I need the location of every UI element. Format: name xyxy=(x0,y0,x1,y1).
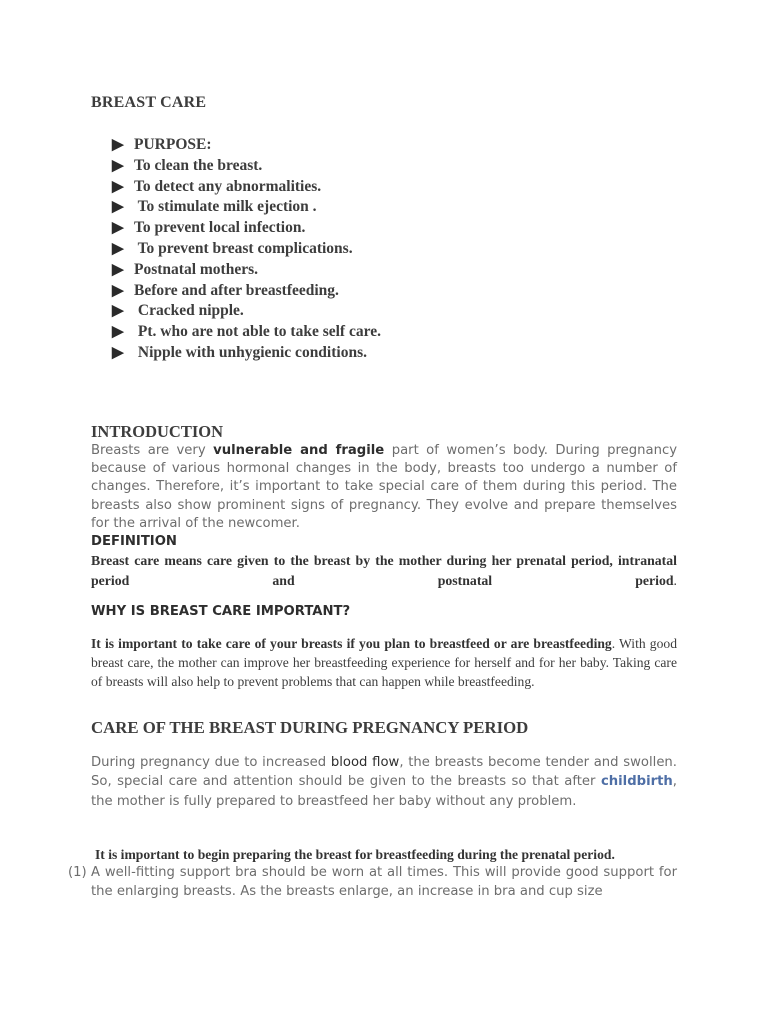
list-item: ▶ Pt. who are not able to take self care. xyxy=(112,322,381,343)
list-item: ▶ To clean the breast. xyxy=(112,156,381,177)
important-note: It is important to begin preparing the breast for breastfeeding during the prenatal period. xyxy=(95,847,615,862)
definition-paragraph: Breast care means care given to the breast by the mother during her prenatal period, intranatal period and postnatal period. xyxy=(91,553,677,588)
right-triangle-icon: ▶ xyxy=(112,282,124,299)
right-triangle-icon: ▶ xyxy=(112,220,124,237)
list-item: ▶ Before and after breastfeeding. xyxy=(112,281,381,302)
why-paragraph: It is important to take care of your breasts if you plan to breastfeed or are breastfeeding. With good breast care, the mother can improve her breastfeeding experience for herself and for her baby. Taking care of breasts will also help to prevent problems that can happen while breastfeeding. xyxy=(91,636,677,690)
right-triangle-icon: ▶ xyxy=(112,137,124,153)
definition-heading: DEFINITION xyxy=(91,534,177,549)
blood-flow-term: blood flow xyxy=(330,755,400,770)
list-item: ▶ To detect any abnormalities. xyxy=(112,177,381,198)
right-triangle-icon: ▶ xyxy=(112,261,124,278)
right-triangle-icon: ▶ xyxy=(112,324,124,341)
list-item: ▶ Postnatal mothers. xyxy=(112,260,381,281)
page-title: BREAST CARE xyxy=(91,94,207,111)
emphasis-text: vulnerable and fragile xyxy=(213,443,385,458)
item-text: A well-fitting support bra should be worn at all times. This will provide good support for the enlarging breasts. As the breasts enlarge, an increase in bra and cup size xyxy=(91,865,677,899)
childbirth-link[interactable]: childbirth xyxy=(600,774,673,790)
right-triangle-icon: ▶ xyxy=(112,303,124,320)
right-triangle-icon: ▶ xyxy=(112,178,124,195)
why-heading: WHY IS BREAST CARE IMPORTANT? xyxy=(91,604,351,619)
list-item: ▶ Cracked nipple. xyxy=(112,301,381,322)
list-item: ▶ PURPOSE: xyxy=(112,135,381,156)
right-triangle-icon: ▶ xyxy=(112,157,124,174)
pregnancy-care-paragraph: During pregnancy due to increased blood flow, the breasts become tender and swollen. So, special care and attention should be given to the breasts so that after childbirth, the mother is fully prepared to breastfeed her baby without any problem. xyxy=(91,755,677,809)
list-item: ▶ To prevent breast complications. xyxy=(112,239,381,260)
list-item: ▶ Nipple with unhygienic conditions. xyxy=(112,343,381,364)
item-number: (1) xyxy=(68,865,87,880)
list-item: ▶ To stimulate milk ejection . xyxy=(112,197,381,218)
right-triangle-icon: ▶ xyxy=(112,199,124,216)
purpose-list xyxy=(112,135,381,364)
right-triangle-icon: ▶ xyxy=(112,240,124,257)
introduction-heading: INTRODUCTION xyxy=(91,422,224,441)
list-item: ▶ To prevent local infection. xyxy=(112,218,381,239)
introduction-paragraph: Breasts are very vulnerable and fragile part of women’s body. During pregnancy because of various hormonal changes in the body, breasts too undergo a number of changes. Therefore, it’s important to take special care of them during this period. The breasts also show prominent signs of pregnancy. They evolve and prepare themselves for the arrival of the newcomer. xyxy=(91,443,678,531)
pregnancy-care-heading: CARE OF THE BREAST DURING PREGNANCY PERIOD xyxy=(91,718,529,737)
numbered-item xyxy=(68,864,677,901)
right-triangle-icon: ▶ xyxy=(112,344,124,361)
